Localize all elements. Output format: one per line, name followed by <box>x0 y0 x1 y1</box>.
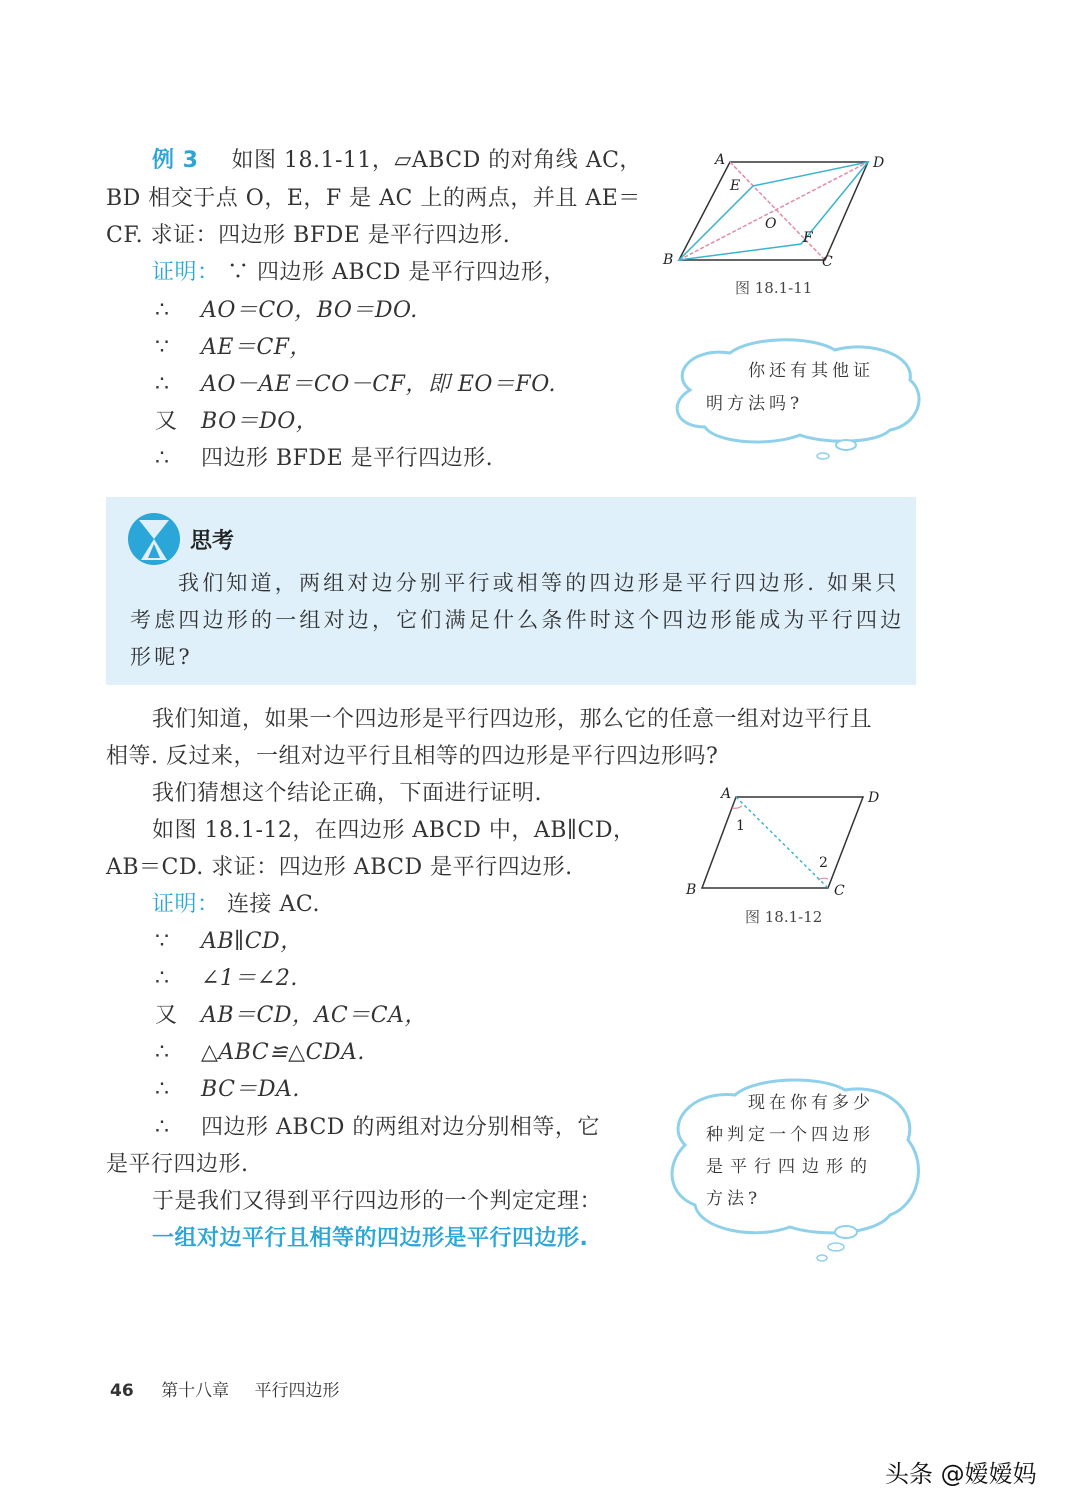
proof1-step: ∴ 四边形 BFDE 是平行四边形. <box>155 444 493 474</box>
think-title: 思考 <box>190 529 235 554</box>
because-symbol: ∵ <box>155 335 170 360</box>
proof2-step: ∴ BC＝DA. <box>155 1077 300 1102</box>
cloud1-line-2: 明方法吗? <box>706 394 804 414</box>
credit-watermark: 头条 @嫒嫒妈 <box>885 1460 1037 1488</box>
proof2-step: ∴ 四边形 ABCD 的两组对边分别相等，它 <box>155 1115 600 1140</box>
body-p1-line-1: 我们知道，如果一个四边形是平行四边形，那么它的任意一组对边平行且 <box>152 707 873 732</box>
svg-text:B: B <box>686 882 697 897</box>
example-3-line-1 <box>152 146 642 176</box>
conclusion-intro: 于是我们又得到平行四边形的一个判定定理： <box>152 1189 603 1214</box>
proof1-first-text: ∵ 四边形 ABCD 是平行四边形， <box>227 260 566 285</box>
svg-text:C: C <box>834 883 845 897</box>
proof1-step: ∴ AO＝CO，BO＝DO. <box>155 296 418 326</box>
svg-text:O: O <box>765 216 777 232</box>
cloud2-line-4: 方法? <box>706 1189 762 1209</box>
page-number: 46 <box>110 1381 134 1401</box>
svg-text:F: F <box>803 230 813 246</box>
svg-text:D: D <box>873 155 885 171</box>
svg-text:A: A <box>721 786 732 802</box>
proof1-step: 又 BO＝DO， <box>155 407 318 437</box>
therefore-symbol: ∴ <box>155 298 170 323</box>
think-line-3: 形呢? <box>130 645 193 669</box>
example-label: 例 3 <box>152 148 199 173</box>
cloud2-line-2: 种判定一个四边形 <box>706 1125 874 1145</box>
chapter-title: 平行四边形 <box>254 1381 340 1401</box>
example-3-line-2: BD 相交于点 O，E，F 是 AC 上的两点，并且 AE＝ <box>106 186 641 211</box>
proof1-first <box>152 258 566 288</box>
proof-label: 证明： <box>152 260 220 285</box>
body-p2: 我们猜想这个结论正确，下面进行证明. <box>152 781 542 806</box>
svg-text:B: B <box>663 252 674 268</box>
think-line-1: 我们知道，两组对边分别平行或相等的四边形是平行四边形. 如果只 <box>178 571 900 595</box>
body-p1-line-2: 相等. 反过来，一组对边平行且相等的四边形是平行四边形吗? <box>106 744 719 769</box>
svg-text:C: C <box>822 254 833 270</box>
proof2-step: ∴ ∠1＝∠2. <box>155 966 298 991</box>
example-3-line-3: CF. 求证：四边形 BFDE 是平行四边形. <box>106 223 511 248</box>
example-text-1: 如图 18.1-11，▱ABCD 的对角线 AC， <box>231 148 642 173</box>
page-footer <box>110 1376 339 1401</box>
theorem-statement: 一组对边平行且相等的四边形是平行四边形. <box>152 1226 589 1251</box>
proof2-first-text: 连接 AC. <box>227 892 320 917</box>
think-line-2: 考虑四边形的一组对边，它们满足什么条件时这个四边形能成为平行四边 <box>130 608 905 632</box>
proof2-step: ∵ AB∥CD， <box>155 929 303 954</box>
proof1-step: ∵ AE＝CF， <box>155 333 312 363</box>
figure-caption: 图 18.1-12 <box>745 908 823 926</box>
therefore-symbol: ∴ <box>155 446 170 471</box>
proof2-step: 又 AB＝CD，AC＝CA， <box>155 1003 427 1028</box>
cloud1-line-1: 你还有其他证 <box>748 361 874 381</box>
proof2-first <box>152 890 320 920</box>
svg-text:E: E <box>730 178 741 194</box>
therefore-symbol: ∴ <box>155 372 170 397</box>
figure-18-1-12 <box>680 782 890 897</box>
also-symbol: 又 <box>155 409 178 434</box>
hourglass-icon <box>127 512 181 566</box>
body-p3-line-1: 如图 18.1-12，在四边形 ABCD 中，AB∥CD， <box>152 818 636 843</box>
svg-text:1: 1 <box>736 818 745 834</box>
chapter-label: 第十八章 <box>161 1381 230 1401</box>
cloud2-line-3: 是平行四边形的 <box>706 1157 874 1177</box>
proof1-step: ∴ AO－AE＝CO－CF，即 EO＝FO. <box>155 370 556 400</box>
label-A: A <box>715 152 726 168</box>
figure-18-1-11 <box>655 148 905 273</box>
svg-text:2: 2 <box>819 855 828 871</box>
body-p3-line-2: AB＝CD. 求证：四边形 ABCD 是平行四边形. <box>106 855 573 880</box>
figure-caption: 图 18.1-11 <box>735 279 813 297</box>
svg-text:D: D <box>868 790 880 806</box>
proof-label: 证明： <box>152 892 220 917</box>
cloud2-line-1: 现在你有多少 <box>748 1093 874 1113</box>
proof2-step: ∴ △ABC≌△CDA. <box>155 1040 365 1065</box>
proof2-cont: 是平行四边形. <box>106 1152 249 1177</box>
